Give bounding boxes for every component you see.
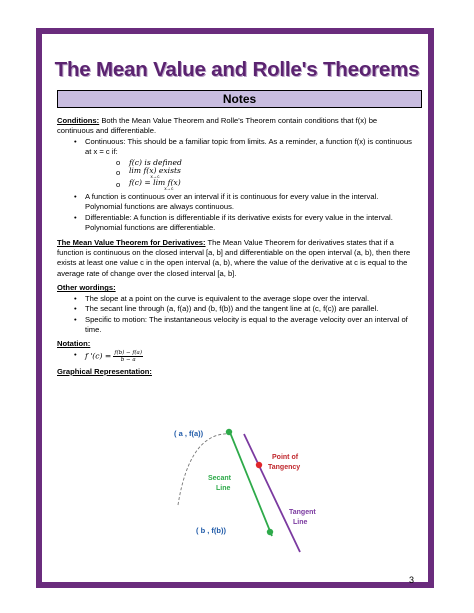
label-a: ( a , f(a)) xyxy=(174,429,204,438)
point-b xyxy=(267,529,273,535)
tangent-label-2: Line xyxy=(293,519,308,526)
secant-label-1: Secant xyxy=(208,475,231,482)
condition-equal: o f(c) = lim f(x) x→c xyxy=(129,180,415,192)
interval-item: • A function is continuous over an interval if it is continuous for every value in the interval. Polynomial functions are always continuous. xyxy=(85,192,415,213)
point-of-tangency-label-1: Point of xyxy=(272,454,299,461)
continuous-item: • Continuous: This should be a familiar topic from limits. As a reminder, a function f(x) is continuous at x = c if: o f(c) is defined o lim f(x) exists x→c o f(c) = lim f(x) x→c xyxy=(85,137,415,192)
point-c xyxy=(256,462,262,468)
conditions-intro: Both the Mean Value Theorem and Rolle's Theorem contain conditions that f(x) be continuous and differentiable. xyxy=(57,116,378,136)
wording-item: • Specific to motion: The instantaneous velocity is equal to the average velocity over an interval of time. xyxy=(85,315,415,336)
wordings-heading: Other wordings: xyxy=(57,283,116,293)
curve xyxy=(178,434,232,505)
notation-heading: Notation: xyxy=(57,339,91,349)
differentiable-item: • Differentiable: A function is differentiable if its derivative exists for every value in the interval. Polynomial functions are differentiable. xyxy=(85,213,415,234)
wording-item: • The slope at a point on the curve is equivalent to the average slope over the interval. xyxy=(85,294,415,304)
condition-defined: o f(c) is defined xyxy=(129,158,415,168)
label-b: ( b , f(b)) xyxy=(196,526,226,535)
page-number: 3 xyxy=(409,575,415,585)
conditions-heading: Conditions: xyxy=(57,116,100,125)
graphical-heading: Graphical Representation: xyxy=(57,366,152,376)
page-title: The Mean Value and Rolle's Theorems xyxy=(54,58,420,81)
notation-formula: • f '(c) = $\frac{f(b) - f(a)}{b - a}$ xyxy=(85,350,415,363)
condition-limit-exists: o lim f(x) exists x→c xyxy=(129,168,415,180)
wording-item: • The secant line through (a, f(a)) and (b, f(b)) and the tangent line at (c, f(c)) are parallel. xyxy=(85,304,415,314)
point-of-tangency-label-2: Tangency xyxy=(268,464,301,471)
mvt-text: The Mean Value Theorem for derivatives states that if a function is continuous on the closed interval [a, b] and differentiable on the open interval (a, b), then there exists at least one value c in the open interval (a, b), where the value of the derivative at c is equal to the average rate of change over the closed interval [a, b]. xyxy=(57,237,411,278)
tangent-label-1: Tangent xyxy=(289,509,316,516)
point-a xyxy=(226,429,232,435)
mvt-heading: The Mean Value Theorem for Derivatives: xyxy=(57,237,206,247)
secant-label-2: Line xyxy=(216,485,231,492)
notes-header: Notes xyxy=(57,90,422,108)
